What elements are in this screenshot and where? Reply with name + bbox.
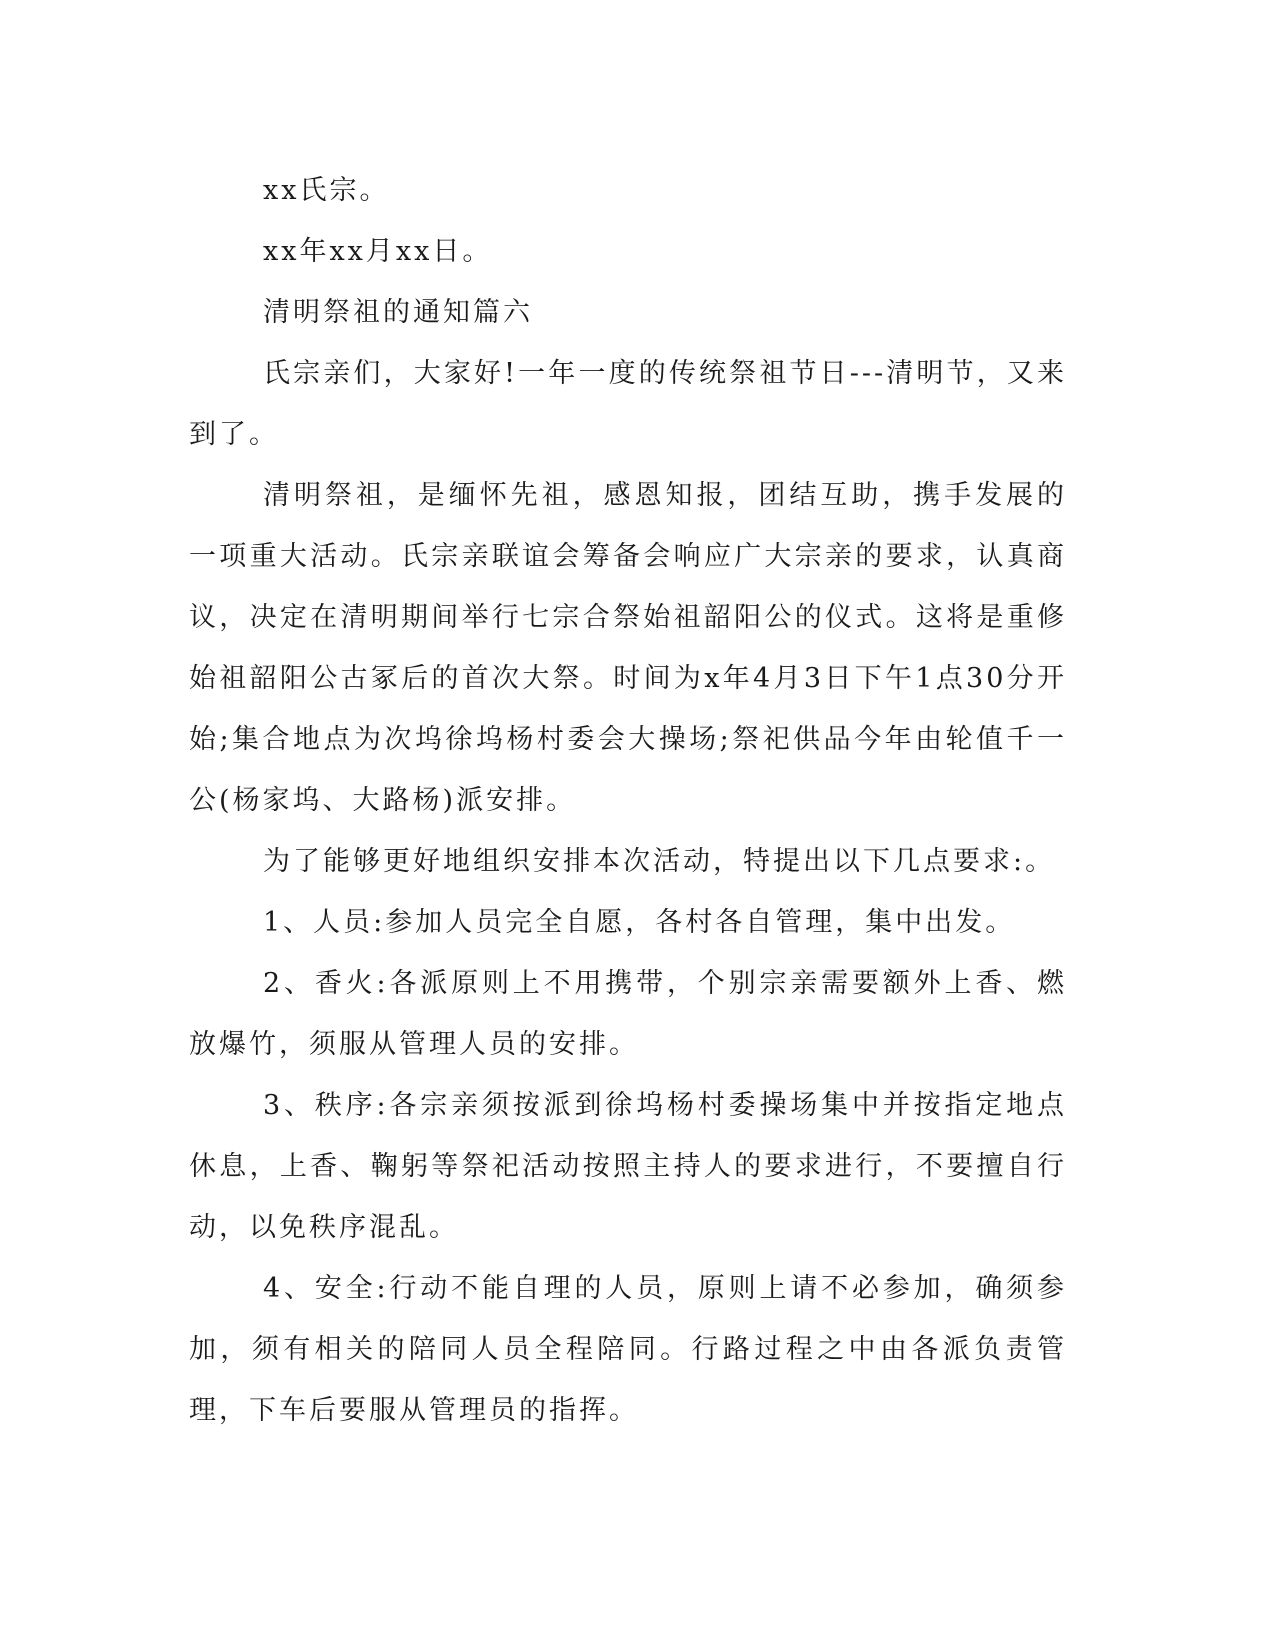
signature-clan: xx氏宗。 bbox=[263, 175, 390, 206]
requirement-item-4: 4、安全:行动不能自理的人员，原则上请不必参加，确须参加，须有相关的陪同人员全程陪同。行路过程之中由各派负责管理，下车后要服从管理员的指挥。 bbox=[189, 1273, 1067, 1426]
requirement-item-1: 1、人员:参加人员完全自愿，各村各自管理，集中出发。 bbox=[263, 907, 1016, 938]
signature-date: xx年xx月xx日。 bbox=[263, 236, 493, 267]
requirement-item-3: 3、秩序:各宗亲须按派到徐坞杨村委操场集中并按指定地点休息，上香、鞠躬等祭祀活动按照主持人的要求进行，不要擅自行动，以免秩序混乱。 bbox=[189, 1090, 1067, 1243]
event-paragraph: 清明祭祖，是缅怀先祖，感恩知报，团结互助，携手发展的一项重大活动。氏宗亲联谊会筹备会响应广大宗亲的要求，认真商议，决定在清明期间举行七宗合祭始祖韶阳公的仪式。这将是重修始祖韶阳公古冢后的首次大祭。时间为x年4月3日下午1点30分开始;集合地点为次坞徐坞杨村委会大操场;祭祀供品今年由轮值千一公(杨家坞、大路杨)派安排。 bbox=[189, 480, 1067, 816]
requirement-item-2: 2、香火:各派原则上不用携带，个别宗亲需要额外上香、燃放爆竹，须服从管理人员的安排。 bbox=[189, 968, 1067, 1060]
greeting-paragraph: 氏宗亲们，大家好!一年一度的传统祭祖节日---清明节，又来到了。 bbox=[189, 358, 1067, 450]
requirements-intro: 为了能够更好地组织安排本次活动，特提出以下几点要求:。 bbox=[263, 846, 1056, 877]
section-title: 清明祭祖的通知篇六 bbox=[263, 297, 533, 328]
document-body bbox=[189, 160, 1067, 1441]
